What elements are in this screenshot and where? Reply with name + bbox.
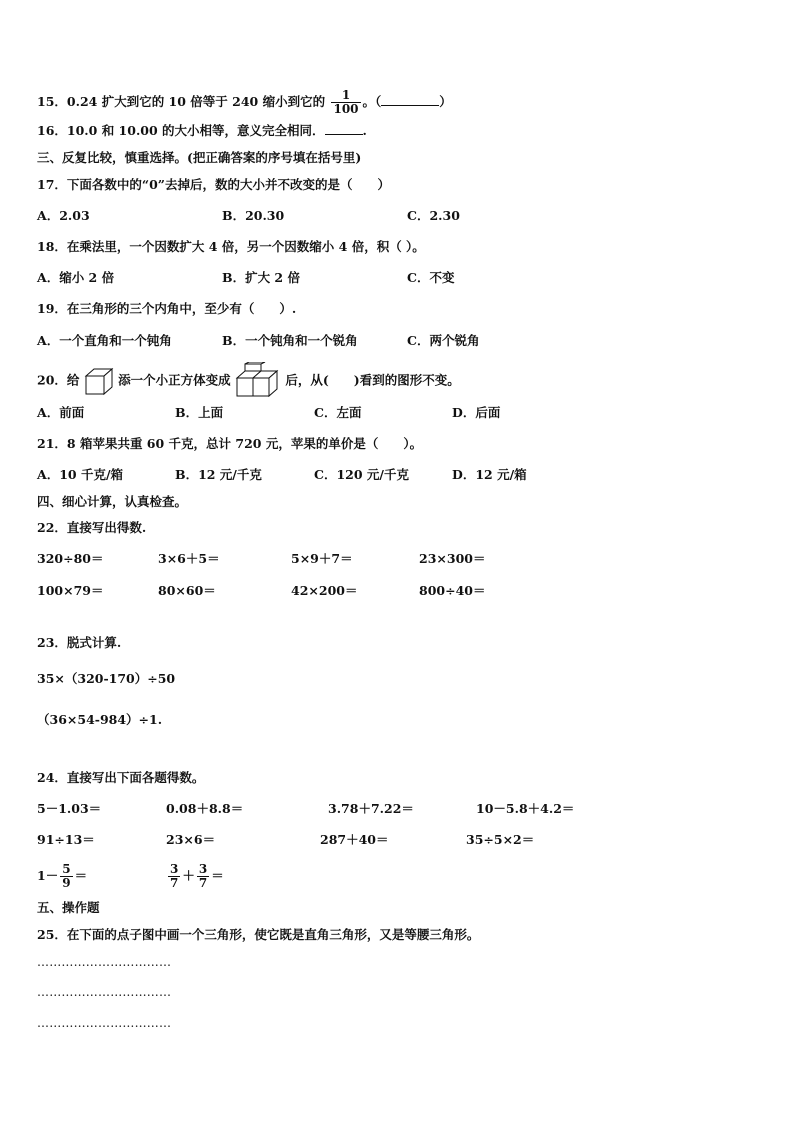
q18-option-b[interactable]: B．扩大 2 倍 [222, 270, 300, 285]
q24-expr: 5－1.03＝ [37, 801, 102, 816]
q24-fraction-expr-1: 1－ $\frac{5}{9}$ ＝ [37, 862, 88, 890]
single-cube-figure [84, 366, 114, 396]
q18-option-c[interactable]: C．不变 [407, 270, 455, 285]
q22-expr: 3×6＋5＝ [158, 551, 220, 566]
q16: 16．10.0 和 10.00 的大小相等，意义完全相同． . [37, 123, 367, 138]
dot-grid-row[interactable]: …………………………… [37, 1016, 172, 1030]
q24-expr: 0.08＋8.8＝ [166, 801, 244, 816]
q18-option-a[interactable]: A．缩小 2 倍 [37, 270, 115, 285]
q19-option-b[interactable]: B．一个钝角和一个锐角 [222, 333, 358, 348]
q20-option-c[interactable]: C．左面 [314, 405, 362, 420]
q17-option-c[interactable]: C．2.30 [407, 208, 460, 223]
section-5-heading: 五、操作题 [37, 900, 100, 915]
q21-stem: 21．8 箱苹果共重 60 千克，总计 720 元，苹果的单价是（ ）。 [37, 436, 423, 451]
q22-expr: 42×200＝ [291, 583, 358, 598]
q24-expr: 23×6＝ [166, 832, 216, 847]
q18-stem: 18．在乘法里，一个因数扩大 4 倍，另一个因数缩小 4 倍，积（ ）。 [37, 239, 425, 254]
q24-expr: 3.78＋7.22＝ [328, 801, 414, 816]
q19-stem: 19．在三角形的三个内角中，至少有（ ）. [37, 301, 297, 316]
q24-expr: 287＋40＝ [320, 832, 389, 847]
q22-expr: 800÷40＝ [419, 583, 486, 598]
q21-option-c[interactable]: C．120 元/千克 [314, 467, 409, 482]
fraction: $\frac{5}{9}$ [62, 862, 71, 890]
q17-option-b[interactable]: B．20.30 [222, 208, 285, 223]
fraction: $\frac{3}{7}$ [170, 862, 179, 890]
q22-expr: 320÷80＝ [37, 551, 104, 566]
answer-blank[interactable] [325, 134, 363, 135]
q19-option-a[interactable]: A．一个直角和一个钝角 [37, 333, 172, 348]
q24-expr: 91÷13＝ [37, 832, 95, 847]
q22-expr: 100×79＝ [37, 583, 104, 598]
q22-expr: 23×300＝ [419, 551, 486, 566]
double-cube-figure [235, 362, 281, 400]
dot-grid-row[interactable]: …………………………… [37, 955, 172, 969]
dot-grid-row[interactable]: …………………………… [37, 985, 172, 999]
q20-stem: 20．给 添一个小正方体变成 后，从( )看到的图形不变。 [37, 362, 460, 400]
fraction: $\frac{1}{100}$ [333, 88, 359, 116]
q20-option-a[interactable]: A．前面 [37, 405, 85, 420]
q15: 15．0.24 扩大到它的 10 倍等于 240 缩小到它的 $\frac{1}{100}$ 。（ ） [37, 88, 452, 116]
q21-option-a[interactable]: A．10 千克/箱 [37, 467, 124, 482]
q20-option-d[interactable]: D．后面 [452, 405, 501, 420]
section-4-heading: 四、细心计算，认真检查。 [37, 494, 188, 509]
q21-option-b[interactable]: B．12 元/千克 [175, 467, 262, 482]
q19-option-c[interactable]: C．两个锐角 [407, 333, 480, 348]
q20-option-b[interactable]: B．上面 [175, 405, 224, 420]
q22-expr: 80×60＝ [158, 583, 216, 598]
fraction: $\frac{3}{7}$ [198, 862, 208, 890]
q24-expr: 10－5.8＋4.2＝ [476, 801, 575, 816]
q24-expr: 35÷5×2＝ [466, 832, 535, 847]
q17-option-a[interactable]: A．2.03 [37, 208, 90, 223]
q17-stem: 17．下面各数中的“0”去掉后，数的大小并不改变的是（ ） [37, 177, 390, 192]
q23-expr-1: 35×（320-170）÷50 [37, 671, 176, 686]
q23-stem: 23．脱式计算. [37, 635, 122, 650]
q22-stem: 22．直接写出得数. [37, 520, 147, 535]
q25-stem: 25．在下面的点子图中画一个三角形，使它既是直角三角形，又是等腰三角形。 [37, 927, 480, 942]
q23-expr-2: （36×54-984）÷1. [37, 712, 163, 727]
q21-option-d[interactable]: D．12 元/箱 [452, 467, 527, 482]
answer-blank[interactable] [381, 105, 439, 106]
q24-fraction-expr-2: $\frac{3}{7}$ ＋ $\frac{3}{7}$ ＝ [170, 862, 224, 890]
q22-expr: 5×9＋7＝ [291, 551, 353, 566]
q24-stem: 24．直接写出下面各题得数。 [37, 770, 205, 785]
section-3-heading: 三、反复比较，慎重选择。(把正确答案的序号填在括号里) [37, 150, 362, 165]
